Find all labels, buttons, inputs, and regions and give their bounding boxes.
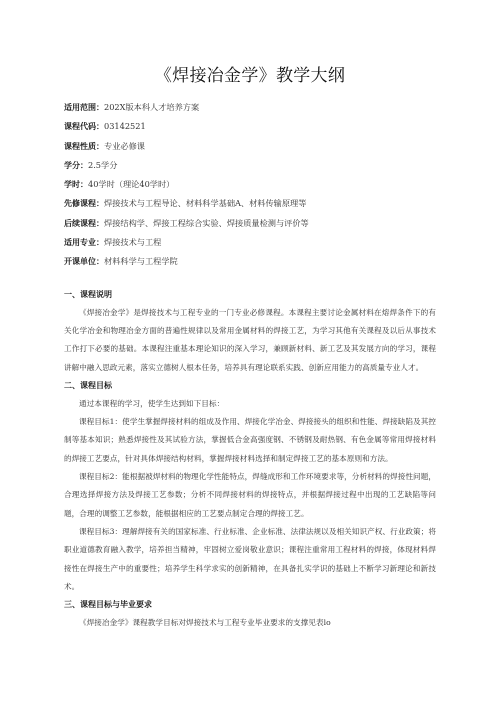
info-row-major — [64, 233, 500, 252]
info-label: 适用范围： — [64, 103, 104, 112]
paragraph: 《焊接冶金学》课程教学目标对焊接技术与工程专业毕业要求的支撑见表lo — [79, 618, 331, 628]
section-course-objectives — [64, 377, 500, 596]
paragraph: 《焊接冶金学》是焊接技术与工程专业的一门专业必修课程。本课程主要讨论金属材料在熔焊条件下的有关化学冶金和物理冶金方面的普遍性规律以及常用金属材料的焊接工艺，为学习其他有关课程及以后从事技术工作打下必要的基础。本课程注重基本理论知识的深入学习，兼顾新材料、新工艺及其发展方向的学习，课程讲解中融入思政元素，落实立德树人根本任务，培养具有理论联系实践、创新应用能力的高质量专业人才。 — [64, 307, 436, 372]
info-label: 适用专业： — [64, 238, 104, 248]
paragraph: 课程目标2：能根据被焊材料的物理化学性能特点，焊缝成形和工作环境要求等，分析材料的焊接性问题，合理选择焊接方法及焊接工艺参数；分析不同焊接材料的焊接特点，并根据焊接过程中出现的工艺缺陷等问题，合理的调整工艺参数，能根据相应的工艺要点制定合理的焊接工艺。 — [64, 472, 436, 518]
paragraph: 通过本课程的学习，使学生达到如下目标： — [79, 398, 225, 408]
info-label: 先修课程： — [64, 199, 104, 209]
info-label: 课程性质： — [64, 141, 104, 151]
info-row-code — [64, 117, 500, 136]
info-value: 2.5学分 — [88, 159, 118, 170]
info-label: 学时： — [64, 180, 88, 190]
section-objectives-requirements — [64, 596, 500, 632]
info-value: 材料科学与工程学院 — [104, 256, 178, 267]
info-label: 后续课程： — [64, 218, 104, 228]
info-value: 202X版本科人才培养方案 — [104, 102, 200, 112]
section-course-description — [64, 286, 500, 377]
info-label: 课程代码： — [64, 122, 104, 132]
info-value: 焊接结构学、焊接工程综合实验、焊接质量检测与评价等 — [104, 217, 309, 228]
info-label: 开课单位： — [64, 257, 104, 267]
info-value: 03142521 — [104, 121, 146, 132]
section-heading: 三、课程目标与毕业要求 — [64, 600, 152, 610]
info-row-credits — [64, 156, 500, 175]
section-heading: 一、课程说明 — [64, 289, 112, 299]
info-value: 专业必修课 — [104, 140, 145, 151]
section-heading: 二、课程目标 — [64, 380, 112, 390]
page-title: 《焊接冶金学》教学大纲 — [154, 66, 346, 86]
info-value: 焊接技术与工程 — [104, 237, 162, 248]
info-row-followup — [64, 214, 500, 233]
info-value: 40学时（理论40学时） — [88, 179, 175, 190]
course-info — [64, 98, 500, 272]
info-row-hours — [64, 175, 500, 194]
info-row-unit — [64, 252, 500, 271]
info-label: 学分： — [64, 160, 88, 170]
paragraph: 课程目标3：理解焊接有关的国家标准、行业标准、企业标准、法律法规以及相关知识产权、行业政策；将职业道德教育融入教学，培养担当精神，牢固树立爱岗敬业意识；课程注重常用工程材料的焊接，体现材料焊接性在焊接生产中的重要性；培养学生科学求实的创新精神，在具备扎实学识的基础上不断学习新理论和新技术。 — [64, 526, 436, 591]
info-value: 焊接技术与工程导论、材料科学基础A、材料传输原理等 — [104, 198, 307, 209]
info-row-prerequisites — [64, 194, 500, 213]
paragraph: 课程目标1：使学生掌握焊接材料的组成及作用、焊接化学冶金、焊接接头的组织和性能、焊接缺陷及其控制等基本知识；熟悉焊接性及其试验方法，掌握低合金高强度钢、不锈钢及耐热钢、有色金属等常用焊接材料的焊接工艺要点，针对具体焊接结构材料，掌握焊接材料选择和制定焊接工艺的基本原则和方法。 — [64, 417, 436, 463]
info-row-scope — [64, 98, 500, 117]
info-row-nature — [64, 137, 500, 156]
